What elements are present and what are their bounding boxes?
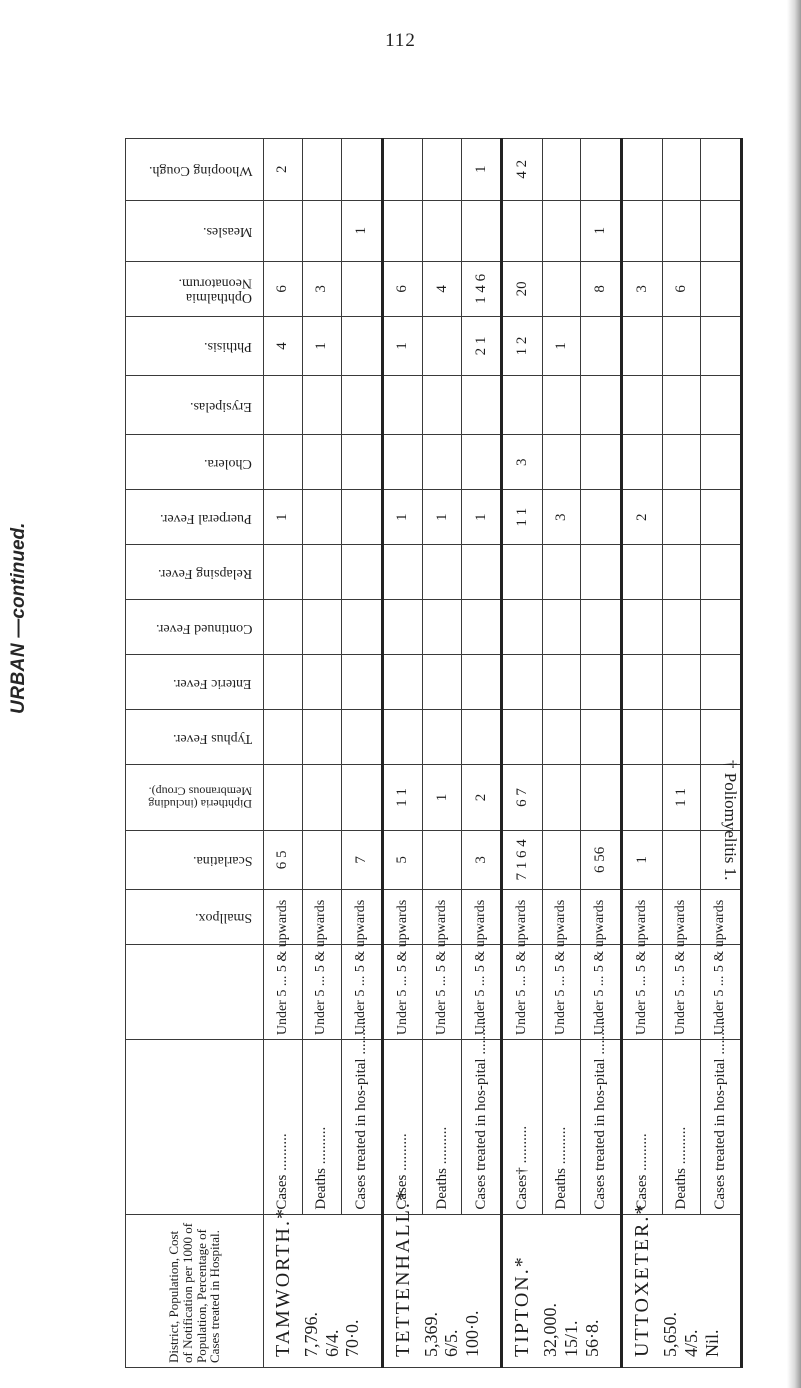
cell-scarlatina: 7 1 6 4 [502, 830, 543, 889]
cell-ophthalmia: 8 [581, 261, 622, 316]
cell-phthisis [423, 316, 461, 375]
cell-relapsing [264, 545, 303, 600]
district-population: 5,369. [420, 1312, 441, 1357]
cell-phthisis [622, 316, 663, 375]
district-hospital-percentage: 56·8. [581, 1319, 602, 1357]
cell-enteric [701, 655, 742, 710]
row-age: Under 5 ... 5 & upwards [502, 944, 543, 1039]
cell-erysipelas [502, 376, 543, 435]
table-row [341, 139, 382, 1368]
cell-measles: 1 [341, 200, 382, 261]
notifiable-diseases-table [125, 138, 743, 1368]
district-cost: 6/4. [321, 1329, 342, 1357]
cell-erysipelas [701, 376, 742, 435]
row-age: Under 5 ... 5 & upwards [581, 944, 622, 1039]
header-age [126, 944, 264, 1039]
cell-scarlatina [302, 830, 341, 889]
cell-measles [382, 200, 423, 261]
cell-measles [622, 200, 663, 261]
row-kind: Cases† .......... [502, 1040, 543, 1215]
cell-whooping-cough: 2 [264, 139, 303, 201]
cell-relapsing [502, 545, 543, 600]
cell-whooping-cough [382, 139, 423, 201]
cell-cholera [581, 435, 622, 490]
district-hospital-percentage: Nil. [701, 1329, 722, 1357]
row-age: Under 5 ... 5 & upwards [382, 944, 423, 1039]
row-kind: Cases .......... [382, 1040, 423, 1215]
cell-typhus [302, 710, 341, 765]
cell-relapsing [341, 545, 382, 600]
cell-phthisis: 4 [264, 316, 303, 375]
table-row [502, 139, 543, 1368]
cell-phthisis [662, 316, 700, 375]
district-name: TAMWORTH.* [272, 1207, 294, 1357]
cell-relapsing [581, 545, 622, 600]
cell-ophthalmia: 3 [302, 261, 341, 316]
cell-typhus [662, 710, 700, 765]
cell-puerperal: 2 [622, 490, 663, 545]
cell-relapsing [543, 545, 581, 600]
cell-continued [264, 600, 303, 655]
cell-puerperal [581, 490, 622, 545]
table-row [461, 139, 502, 1368]
district-cell [502, 1214, 622, 1367]
district-population: 32,000. [540, 1303, 561, 1357]
header-smallpox: Smallpox. [126, 889, 264, 944]
cell-diphtheria [302, 765, 341, 831]
cell-phthisis [581, 316, 622, 375]
cell-phthisis [341, 316, 382, 375]
cell-enteric [302, 655, 341, 710]
cell-puerperal: 1 [382, 490, 423, 545]
cell-erysipelas [662, 376, 700, 435]
header-cholera: Cholera. [126, 435, 264, 490]
district-hospital-percentage: 100·0. [462, 1310, 483, 1357]
district-population: 7,796. [301, 1312, 321, 1357]
header-kind [126, 1040, 264, 1215]
notifiable-diseases-table-wrapper [125, 138, 743, 1368]
header-erysipelas: Erysipelas. [126, 376, 264, 435]
row-kind: Cases treated in hos-pital .......... [581, 1040, 622, 1215]
cell-cholera: 3 [502, 435, 543, 490]
district-hospital-percentage: 70·0. [342, 1319, 363, 1357]
row-kind: Deaths .......... [423, 1040, 461, 1215]
cell-phthisis: 1 2 [502, 316, 543, 375]
cell-continued [701, 600, 742, 655]
cell-puerperal [662, 490, 700, 545]
cell-enteric [423, 655, 461, 710]
cell-diphtheria: 1 [423, 765, 461, 831]
header-scarlatina: Scarlatina. [126, 830, 264, 889]
cell-diphtheria [264, 765, 303, 831]
cell-whooping-cough: 1 [461, 139, 502, 201]
cell-enteric [461, 655, 502, 710]
row-age: Under 5 ... 5 & upwards [622, 944, 663, 1039]
row-kind: Cases .......... [264, 1040, 303, 1215]
cell-cholera [382, 435, 423, 490]
cell-puerperal: 1 [423, 490, 461, 545]
cell-puerperal [701, 490, 742, 545]
cell-measles [302, 200, 341, 261]
cell-cholera [461, 435, 502, 490]
cell-measles: 1 [581, 200, 622, 261]
cell-measles [543, 200, 581, 261]
cell-cholera [662, 435, 700, 490]
cell-cholera [701, 435, 742, 490]
header-enteric: Enteric Fever. [126, 655, 264, 710]
cell-cholera [423, 435, 461, 490]
cell-continued [622, 600, 663, 655]
cell-ophthalmia [341, 261, 382, 316]
cell-ophthalmia [701, 261, 742, 316]
cell-diphtheria: 1 1 [662, 765, 700, 831]
table-row [543, 139, 581, 1368]
cell-typhus [581, 710, 622, 765]
cell-continued [423, 600, 461, 655]
district-cell [264, 1207, 383, 1367]
district-name: TIPTON.* [511, 1255, 534, 1357]
header-typhus: Typhus Fever. [126, 710, 264, 765]
header-phthisis: Phthisis. [126, 316, 264, 375]
cell-whooping-cough [662, 139, 700, 201]
table-row [622, 139, 663, 1368]
row-kind: Cases .......... [622, 1040, 663, 1215]
row-kind: Deaths .......... [543, 1040, 581, 1215]
cell-ophthalmia: 6 [264, 261, 303, 316]
cell-whooping-cough [622, 139, 663, 201]
cell-erysipelas [302, 376, 341, 435]
cell-whooping-cough [701, 139, 742, 201]
cell-relapsing [622, 545, 663, 600]
cell-erysipelas [622, 376, 663, 435]
cell-continued [662, 600, 700, 655]
cell-typhus [423, 710, 461, 765]
cell-enteric [264, 655, 303, 710]
cell-diphtheria [543, 765, 581, 831]
cell-continued [341, 600, 382, 655]
row-age: Under 5 ... 5 & upwards [543, 944, 581, 1039]
cell-erysipelas [461, 376, 502, 435]
cell-enteric [622, 655, 663, 710]
cell-erysipelas [423, 376, 461, 435]
cell-typhus [701, 710, 742, 765]
cell-whooping-cough [423, 139, 461, 201]
cell-measles [264, 200, 303, 261]
cell-cholera [302, 435, 341, 490]
header-relapsing: Relapsing Fever. [126, 545, 264, 600]
cell-measles [662, 200, 700, 261]
cell-ophthalmia: 4 [423, 261, 461, 316]
cell-enteric [341, 655, 382, 710]
cell-ophthalmia: 6 [382, 261, 423, 316]
cell-scarlatina: 1 [622, 830, 663, 889]
cell-puerperal: 1 [264, 490, 303, 545]
cell-erysipelas [543, 376, 581, 435]
cell-continued [302, 600, 341, 655]
header-ophthalmia: Ophthalmia Neonatorum. [126, 261, 264, 316]
cell-relapsing [662, 545, 700, 600]
cell-cholera [622, 435, 663, 490]
row-age: Under 5 ... 5 & upwards [701, 944, 742, 1039]
cell-typhus [382, 710, 423, 765]
cell-scarlatina: 3 [461, 830, 502, 889]
cell-typhus [461, 710, 502, 765]
row-kind: Deaths .......... [662, 1040, 700, 1215]
cell-whooping-cough: 4 2 [502, 139, 543, 201]
cell-whooping-cough [302, 139, 341, 201]
cell-continued [543, 600, 581, 655]
cell-diphtheria: 1 1 [382, 765, 423, 831]
cell-puerperal: 1 1 [502, 490, 543, 545]
header-diphtheria: Diphtheria (including Membranous Croup). [126, 765, 264, 831]
row-age: Under 5 ... 5 & upwards [662, 944, 700, 1039]
cell-ophthalmia: 6 [662, 261, 700, 316]
cell-scarlatina [423, 830, 461, 889]
cell-phthisis: 1 [302, 316, 341, 375]
district-name: TETTENHALL.* [391, 1189, 414, 1357]
cell-erysipelas [264, 376, 303, 435]
cell-measles [423, 200, 461, 261]
header-measles: Measles. [126, 200, 264, 261]
cell-typhus [502, 710, 543, 765]
cell-puerperal: 1 [461, 490, 502, 545]
cell-phthisis: 1 [543, 316, 581, 375]
table-row [382, 139, 423, 1368]
cell-cholera [341, 435, 382, 490]
row-age: Under 5 ... 5 & upwards [461, 944, 502, 1039]
cell-continued [461, 600, 502, 655]
cell-cholera [543, 435, 581, 490]
cell-diphtheria: 2 [461, 765, 502, 831]
cell-enteric [543, 655, 581, 710]
continued-label: —continued. [8, 522, 29, 638]
cell-ophthalmia: 3 [622, 261, 663, 316]
cell-phthisis: 2 1 [461, 316, 502, 375]
row-age: Under 5 ... 5 & upwards [423, 944, 461, 1039]
cell-relapsing [382, 545, 423, 600]
cell-scarlatina [543, 830, 581, 889]
cell-scarlatina: 5 [382, 830, 423, 889]
cell-diphtheria [341, 765, 382, 831]
cell-diphtheria [581, 765, 622, 831]
cell-typhus [622, 710, 663, 765]
cell-enteric [581, 655, 622, 710]
cell-relapsing [461, 545, 502, 600]
cell-puerperal: 3 [543, 490, 581, 545]
cell-enteric [382, 655, 423, 710]
cell-measles [502, 200, 543, 261]
footnote: † Poliomyelitis 1. [721, 760, 740, 881]
section-name: URBAN [8, 642, 29, 714]
header-continued: Continued Fever. [126, 600, 264, 655]
cell-whooping-cough [543, 139, 581, 201]
cell-diphtheria: 6 7 [502, 765, 543, 831]
table-row [701, 139, 742, 1368]
row-kind: Cases treated in hos-pital .......... [701, 1040, 742, 1215]
side-section-title [8, 522, 42, 714]
cell-measles [701, 200, 742, 261]
cell-phthisis: 1 [382, 316, 423, 375]
cell-ophthalmia: 20 [502, 261, 543, 316]
district-cell [622, 1202, 742, 1367]
table-row [302, 139, 341, 1368]
table-row [581, 139, 622, 1368]
cell-enteric [662, 655, 700, 710]
row-kind: Cases treated in hos-pital .......... [461, 1040, 502, 1215]
cell-scarlatina [662, 830, 700, 889]
row-age: Under 5 ... 5 & upwards [341, 944, 382, 1039]
cell-typhus [341, 710, 382, 765]
cell-whooping-cough [581, 139, 622, 201]
cell-relapsing [302, 545, 341, 600]
page-edge-shadow [787, 0, 801, 1388]
district-cell [382, 1189, 502, 1367]
cell-ophthalmia [543, 261, 581, 316]
header-puerperal: Puerperal Fever. [126, 490, 264, 545]
cell-relapsing [701, 545, 742, 600]
row-age: Under 5 ... 5 & upwards [302, 944, 341, 1039]
header-whooping-cough: Whooping Cough. [126, 139, 264, 201]
page-number: 112 [385, 30, 416, 51]
district-cost: 6/5. [441, 1329, 462, 1357]
cell-continued [502, 600, 543, 655]
cell-scarlatina: 6 56 [581, 830, 622, 889]
header-row [126, 139, 264, 1368]
district-cost: 15/1. [561, 1320, 582, 1357]
cell-puerperal [302, 490, 341, 545]
cell-erysipelas [341, 376, 382, 435]
district-population: 5,650. [660, 1312, 681, 1357]
cell-erysipelas [382, 376, 423, 435]
cell-whooping-cough [341, 139, 382, 201]
table-row [423, 139, 461, 1368]
row-age: Under 5 ... 5 & upwards [264, 944, 303, 1039]
cell-measles [461, 200, 502, 261]
cell-continued [382, 600, 423, 655]
table-row [264, 139, 303, 1368]
header-district: District, Population, Cost of Notification per 1000 of Population, Percentage of Cases treated in Hospital. [126, 1214, 264, 1367]
table-row [662, 139, 700, 1368]
row-kind: Deaths .......... [302, 1040, 341, 1215]
cell-relapsing [423, 545, 461, 600]
cell-enteric [502, 655, 543, 710]
cell-puerperal [341, 490, 382, 545]
cell-ophthalmia: 1 4 6 [461, 261, 502, 316]
cell-cholera [264, 435, 303, 490]
cell-typhus [264, 710, 303, 765]
district-name: UTTOXETER.* [631, 1202, 654, 1357]
cell-scarlatina: 6 5 [264, 830, 303, 889]
cell-scarlatina: 7 [341, 830, 382, 889]
row-kind: Cases treated in hos-pital .......... [341, 1040, 382, 1215]
cell-diphtheria [622, 765, 663, 831]
cell-typhus [543, 710, 581, 765]
cell-erysipelas [581, 376, 622, 435]
cell-continued [581, 600, 622, 655]
district-cost: 4/5. [680, 1329, 701, 1357]
cell-phthisis [701, 316, 742, 375]
